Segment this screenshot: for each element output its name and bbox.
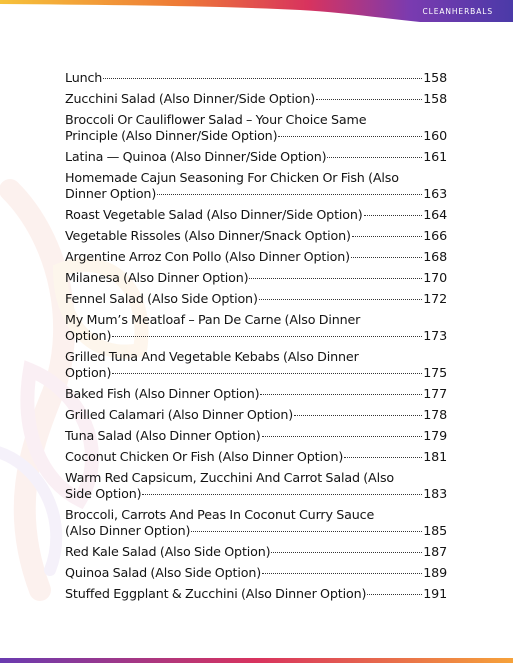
toc-entry-title: Quinoa Salad (Also Side Option) <box>65 565 262 580</box>
toc-entry-title-line: Homemade Cajun Seasoning For Chicken Or Fish (Also <box>65 170 399 185</box>
toc-entry[interactable] <box>65 170 447 202</box>
dot-leader <box>367 594 422 595</box>
dot-leader <box>327 157 422 158</box>
toc-page-number: 191 <box>423 586 447 601</box>
toc-entry-title: Lunch <box>65 70 103 85</box>
toc-page-number: 179 <box>423 428 447 443</box>
dot-leader <box>103 78 422 79</box>
toc-entry-title-line: Grilled Tuna And Vegetable Kebabs (Also Dinner <box>65 349 359 364</box>
dot-leader <box>364 215 423 216</box>
toc-page-number: 168 <box>423 249 447 264</box>
dot-leader <box>278 136 422 137</box>
toc-page-number: 173 <box>423 328 447 343</box>
dot-leader <box>271 552 422 553</box>
toc-entry-title-line: Option) <box>65 365 112 380</box>
toc-entry-title: Latina — Quinoa (Also Dinner/Side Option) <box>65 149 327 164</box>
toc-entry[interactable] <box>65 449 447 465</box>
toc-entry-title-line: My Mum’s Meatloaf – Pan De Carne (Also Dinner <box>65 312 361 327</box>
toc-page-number: 158 <box>423 70 447 85</box>
toc-entry[interactable] <box>65 291 447 307</box>
brand-logo-text: CLEANHERBALS <box>422 7 493 16</box>
toc-page-number: 175 <box>423 365 447 380</box>
dot-leader <box>157 194 422 195</box>
toc-entry-title: Baked Fish (Also Dinner Option) <box>65 386 260 401</box>
toc-page-number: 177 <box>423 386 447 401</box>
toc-page-number: 181 <box>423 449 447 464</box>
toc-entry[interactable] <box>65 207 447 223</box>
toc-entry-title-line: Option) <box>65 328 112 343</box>
toc-page-number: 187 <box>423 544 447 559</box>
table-of-contents <box>65 70 447 607</box>
toc-entry-title: Red Kale Salad (Also Side Option) <box>65 544 271 559</box>
toc-page-number: 158 <box>423 91 447 106</box>
toc-entry[interactable] <box>65 91 447 107</box>
toc-entry[interactable] <box>65 312 447 344</box>
toc-entry[interactable] <box>65 112 447 144</box>
toc-entry-title-line: Warm Red Capsicum, Zucchini And Carrot Salad (Also <box>65 470 395 485</box>
toc-page-number: 189 <box>423 565 447 580</box>
toc-entry-title: Tuna Salad (Also Dinner Option) <box>65 428 261 443</box>
toc-entry-title: Grilled Calamari (Also Dinner Option) <box>65 407 294 422</box>
dot-leader <box>191 531 422 532</box>
dot-leader <box>112 373 422 374</box>
toc-entry[interactable] <box>65 149 447 165</box>
dot-leader <box>262 436 423 437</box>
toc-entry-title-line: Side Option) <box>65 486 142 501</box>
toc-page-number: 161 <box>423 149 447 164</box>
dot-leader <box>249 278 422 279</box>
dot-leader <box>351 257 422 258</box>
toc-entry-title-line: (Also Dinner Option) <box>65 523 191 538</box>
toc-page-number: 185 <box>423 523 447 538</box>
toc-page-number: 183 <box>423 486 447 501</box>
toc-entry-title: Zucchini Salad (Also Dinner/Side Option) <box>65 91 316 106</box>
toc-entry[interactable] <box>65 228 447 244</box>
toc-page-number: 170 <box>423 270 447 285</box>
toc-entry-title: Argentine Arroz Con Pollo (Also Dinner Option) <box>65 249 350 264</box>
toc-entry[interactable] <box>65 349 447 381</box>
toc-entry[interactable] <box>65 270 447 286</box>
dot-leader <box>262 573 422 574</box>
toc-entry[interactable] <box>65 565 447 581</box>
toc-page-number: 163 <box>423 186 447 201</box>
dot-leader <box>259 299 422 300</box>
toc-entry[interactable] <box>65 386 447 402</box>
toc-entry-title: Roast Vegetable Salad (Also Dinner/Side Option) <box>65 207 363 222</box>
toc-entry-title: Coconut Chicken Or Fish (Also Dinner Option) <box>65 449 344 464</box>
toc-entry-title: Stuffed Eggplant & Zucchini (Also Dinner Option) <box>65 586 367 601</box>
toc-entry-title: Milanesa (Also Dinner Option) <box>65 270 249 285</box>
toc-entry-title-line: Broccoli, Carrots And Peas In Coconut Curry Sauce <box>65 507 375 522</box>
toc-entry[interactable] <box>65 70 447 86</box>
dot-leader <box>142 494 422 495</box>
toc-entry[interactable] <box>65 507 447 539</box>
toc-entry-title: Fennel Salad (Also Side Option) <box>65 291 258 306</box>
toc-page-number: 160 <box>423 128 447 143</box>
dot-leader <box>344 457 422 458</box>
dot-leader <box>260 394 422 395</box>
dot-leader <box>352 236 422 237</box>
dot-leader <box>316 99 422 100</box>
toc-entry[interactable] <box>65 249 447 265</box>
toc-entry-title-line: Dinner Option) <box>65 186 157 201</box>
toc-page-number: 164 <box>423 207 447 222</box>
toc-entry[interactable] <box>65 470 447 502</box>
footer-gradient-bar <box>0 658 513 663</box>
dot-leader <box>112 336 422 337</box>
toc-entry-title: Vegetable Rissoles (Also Dinner/Snack Option) <box>65 228 351 243</box>
toc-entry[interactable] <box>65 586 447 602</box>
toc-page-number: 172 <box>423 291 447 306</box>
toc-page-number: 178 <box>423 407 447 422</box>
toc-entry[interactable] <box>65 544 447 560</box>
toc-entry-title-line: Broccoli Or Cauliflower Salad – Your Choice Same <box>65 112 367 127</box>
toc-entry[interactable] <box>65 407 447 423</box>
toc-entry-title-line: Principle (Also Dinner/Side Option) <box>65 128 278 143</box>
toc-entry[interactable] <box>65 428 447 444</box>
dot-leader <box>294 415 422 416</box>
toc-page-number: 166 <box>423 228 447 243</box>
